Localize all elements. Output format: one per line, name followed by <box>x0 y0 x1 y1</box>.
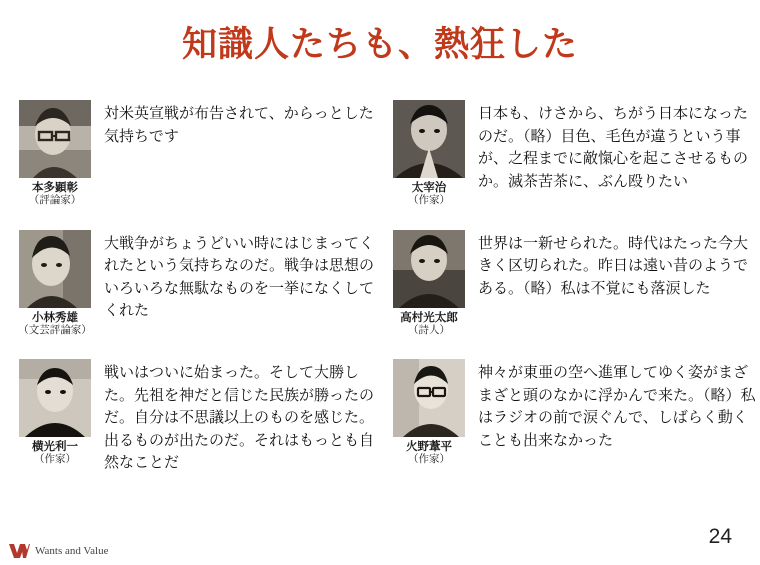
quote-entry <box>14 359 380 474</box>
portrait-block <box>388 359 470 467</box>
person-role: （詩人） <box>408 323 450 336</box>
portrait-image <box>393 100 465 178</box>
portrait-honda-akira <box>19 100 91 178</box>
person-role: （文芸評論家） <box>18 323 92 336</box>
portrait-block <box>14 359 96 467</box>
person-role: （評論家） <box>28 194 82 207</box>
footer-logo <box>8 543 108 559</box>
portrait-image <box>393 230 465 308</box>
quote-entry <box>14 230 380 338</box>
person-name: 太宰治 <box>411 180 447 194</box>
quote-text: 対米英宣戦が布告されて、からっとした気持ちです <box>104 104 374 145</box>
person-role: （作家） <box>408 453 450 466</box>
portrait-image <box>393 359 465 437</box>
quote-column-left <box>0 100 380 496</box>
portrait-image <box>19 230 91 308</box>
quote-text: 世界は一新せられた。時代はたった今大きく区切られた。昨日は遠い昔のようである。（略）私は不覚にも落涙した <box>478 233 749 297</box>
quote-text: 日本も、けさから、ちがう日本になったのだ。（略）目色、毛色が違うという事が、之程までに敵愾心を起こさせるものか。滅茶苦茶に、ぶん殴りたい <box>478 104 749 190</box>
portrait-hino-ashihei <box>393 359 465 437</box>
portrait-block <box>14 100 96 208</box>
quote-text: 戦いはついに始まった。そして大勝した。先祖を神だと信じた民族が勝ったのだ。自分は不思議以上のものを感じた。出るものが出たのだ。それはもっとも自然なことだ <box>104 363 375 471</box>
quote-text: 神々が東亜の空へ進軍してゆく姿がまざまざと頭のなかに浮かんで来た。（略）私はラジオの前で涙ぐんで、しばらく動くことも出来なかった <box>478 363 756 449</box>
page-title: 知識人たちも、熱狂した <box>181 25 578 65</box>
portrait-yokomitsu-riichi <box>19 359 91 437</box>
quote-entry <box>388 100 760 208</box>
portrait-takamura-kotaro <box>393 230 465 308</box>
person-name: 本多顕彰 <box>32 180 78 194</box>
page-number: 24 <box>708 525 732 548</box>
quote-entry <box>14 100 380 208</box>
quote-column-right <box>380 100 760 496</box>
person-role: （作家） <box>34 453 76 466</box>
quote-text: 大戦争がちょうどいい時にはじまってくれたという気持ちなのだ。戦争は思想のいろいろな無駄なものを一挙になくしてくれた <box>104 233 375 319</box>
portrait-dazai-osamu <box>393 100 465 178</box>
quote-entry <box>388 230 760 338</box>
portrait-block <box>388 230 470 338</box>
portrait-image <box>19 100 91 178</box>
quotes-grid <box>0 100 760 496</box>
quote-entry <box>388 359 760 467</box>
portrait-image <box>19 359 91 437</box>
person-name: 小林秀雄 <box>32 309 78 324</box>
portrait-block <box>388 100 470 208</box>
person-name: 火野葦平 <box>406 439 452 453</box>
brand-name: Wants and Value <box>35 545 109 557</box>
portrait-block <box>14 230 96 338</box>
person-role: （作家） <box>408 194 450 207</box>
person-name: 高村光太郎 <box>400 309 458 324</box>
brand-logo-icon <box>8 543 30 559</box>
person-name: 横光利一 <box>32 439 78 453</box>
portrait-kobayashi-hideo <box>19 230 91 308</box>
